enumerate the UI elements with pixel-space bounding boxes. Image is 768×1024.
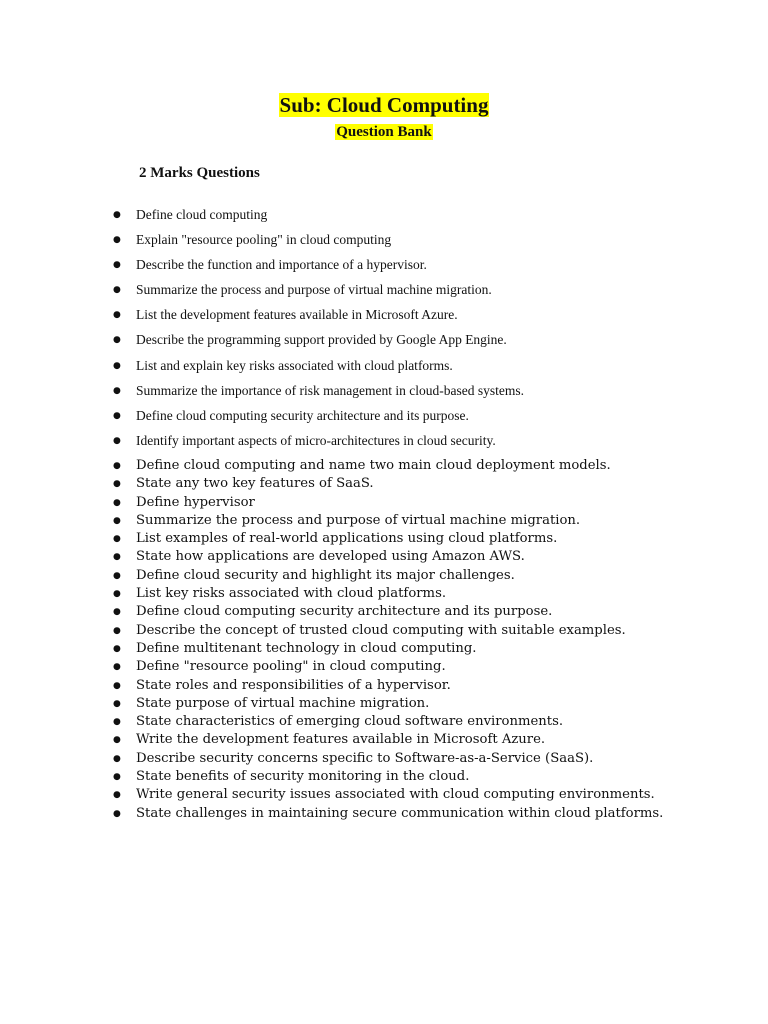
list-item bbox=[113, 713, 696, 731]
bullet-icon: ● bbox=[113, 625, 121, 636]
list-item-text: List the development features available in Microsoft Azure. bbox=[136, 307, 458, 323]
list-item-text: Describe security concerns specific to Software-as-a-Service (SaaS). bbox=[136, 750, 594, 766]
list-item-text: State challenges in maintaining secure communication within cloud platforms. bbox=[136, 805, 664, 821]
document-title bbox=[0, 92, 768, 118]
bullet-icon: ● bbox=[113, 680, 121, 691]
list-item bbox=[113, 786, 696, 804]
list-item bbox=[113, 768, 696, 786]
list-item bbox=[113, 640, 696, 658]
list-item-text: State characteristics of emerging cloud software environments. bbox=[136, 714, 564, 730]
bullet-icon: ● bbox=[113, 210, 121, 220]
list-item bbox=[113, 622, 696, 640]
bullet-icon: ● bbox=[113, 772, 121, 783]
list-item-text: State benefits of security monitoring in the cloud. bbox=[136, 769, 470, 785]
list-item bbox=[113, 305, 736, 330]
list-item bbox=[113, 548, 696, 566]
question-list-b bbox=[113, 457, 696, 823]
bullet-icon: ● bbox=[113, 717, 121, 728]
bullet-icon: ● bbox=[113, 260, 121, 271]
list-item bbox=[113, 406, 736, 431]
bullet-icon: ● bbox=[113, 479, 121, 490]
bullet-icon: ● bbox=[113, 310, 121, 321]
list-item-text: State purpose of virtual machine migration. bbox=[136, 695, 430, 711]
list-item-text: Define cloud computing security architecture and its purpose. bbox=[136, 407, 469, 423]
bullet-icon: ● bbox=[113, 360, 121, 371]
list-item bbox=[113, 280, 736, 305]
list-item-text: Define hypervisor bbox=[136, 494, 255, 510]
list-item bbox=[113, 750, 696, 768]
bullet-icon: ● bbox=[113, 435, 121, 446]
list-item bbox=[113, 512, 696, 530]
list-item-text: Identify important aspects of micro-architectures in cloud security. bbox=[136, 432, 496, 448]
bullet-icon: ● bbox=[113, 235, 121, 246]
document-title-text: Sub: Cloud Computing bbox=[279, 93, 489, 117]
list-item bbox=[113, 330, 736, 355]
list-item bbox=[113, 457, 696, 475]
list-item-text: Summarize the importance of risk management in cloud-based systems. bbox=[136, 382, 525, 398]
list-item-text: State roles and responsibilities of a hypervisor. bbox=[136, 677, 451, 693]
bullet-icon: ● bbox=[113, 698, 121, 709]
bullet-icon: ● bbox=[113, 410, 121, 421]
list-item bbox=[113, 677, 696, 695]
list-item bbox=[113, 205, 736, 230]
list-item bbox=[113, 805, 696, 823]
list-item bbox=[113, 255, 736, 280]
list-item-text: List examples of real-world applications using cloud platforms. bbox=[136, 531, 558, 547]
list-item-text: State any two key features of SaaS. bbox=[136, 476, 374, 492]
list-item-text: Define cloud security and highlight its major challenges. bbox=[136, 567, 515, 583]
list-item-text: State how applications are developed using Amazon AWS. bbox=[136, 549, 525, 565]
list-item bbox=[113, 494, 696, 512]
list-item-text: List and explain key risks associated with cloud platforms. bbox=[136, 357, 453, 373]
list-item bbox=[113, 731, 696, 749]
document-subtitle-text: Question Bank bbox=[336, 124, 432, 140]
document-subtitle bbox=[0, 122, 768, 142]
bullet-icon: ● bbox=[113, 515, 121, 526]
bullet-icon: ● bbox=[113, 461, 121, 471]
list-item-text: Write the development features available in Microsoft Azure. bbox=[136, 732, 546, 748]
bullet-icon: ● bbox=[113, 753, 121, 764]
list-item bbox=[113, 230, 736, 255]
list-item bbox=[113, 695, 696, 713]
list-item-text: Define "resource pooling" in cloud computing. bbox=[136, 659, 446, 675]
list-item bbox=[113, 585, 696, 603]
list-item-text: Describe the programming support provided by Google App Engine. bbox=[136, 332, 507, 348]
list-item-text: Describe the function and importance of a hypervisor. bbox=[136, 257, 427, 273]
list-item-text: Define cloud computing bbox=[136, 207, 268, 222]
list-item bbox=[113, 431, 736, 456]
list-item-text: Explain "resource pooling" in cloud computing bbox=[136, 232, 392, 248]
bullet-icon: ● bbox=[113, 808, 121, 819]
bullet-icon: ● bbox=[113, 534, 121, 545]
bullet-icon: ● bbox=[113, 385, 121, 396]
list-item bbox=[113, 356, 736, 381]
list-item bbox=[113, 381, 736, 406]
section-heading: 2 Marks Questions bbox=[139, 165, 260, 181]
list-item bbox=[113, 530, 696, 548]
list-item-text: Describe the concept of trusted cloud computing with suitable examples. bbox=[136, 622, 626, 638]
bullet-icon: ● bbox=[113, 285, 121, 296]
list-item-text: Write general security issues associated with cloud computing environments. bbox=[136, 787, 655, 803]
list-item bbox=[113, 567, 696, 585]
bullet-icon: ● bbox=[113, 790, 121, 801]
bullet-icon: ● bbox=[113, 552, 121, 563]
bullet-icon: ● bbox=[113, 662, 121, 673]
question-list-a bbox=[113, 205, 736, 456]
list-item bbox=[113, 658, 696, 676]
bullet-icon: ● bbox=[113, 497, 121, 508]
bullet-icon: ● bbox=[113, 607, 121, 618]
list-item-text: List key risks associated with cloud platforms. bbox=[136, 586, 447, 602]
list-item-text: Define cloud computing and name two main cloud deployment models. bbox=[136, 458, 611, 473]
bullet-icon: ● bbox=[113, 589, 121, 600]
list-item-text: Summarize the process and purpose of virtual machine migration. bbox=[136, 512, 581, 528]
list-item bbox=[113, 603, 696, 621]
list-item-text: Define multitenant technology in cloud computing. bbox=[136, 640, 477, 656]
bullet-icon: ● bbox=[113, 735, 121, 746]
bullet-icon: ● bbox=[113, 335, 121, 346]
bullet-icon: ● bbox=[113, 643, 121, 654]
list-item-text: Define cloud computing security architecture and its purpose. bbox=[136, 604, 553, 620]
list-item bbox=[113, 475, 696, 493]
bullet-icon: ● bbox=[113, 570, 121, 581]
list-item-text: Summarize the process and purpose of virtual machine migration. bbox=[136, 282, 492, 298]
